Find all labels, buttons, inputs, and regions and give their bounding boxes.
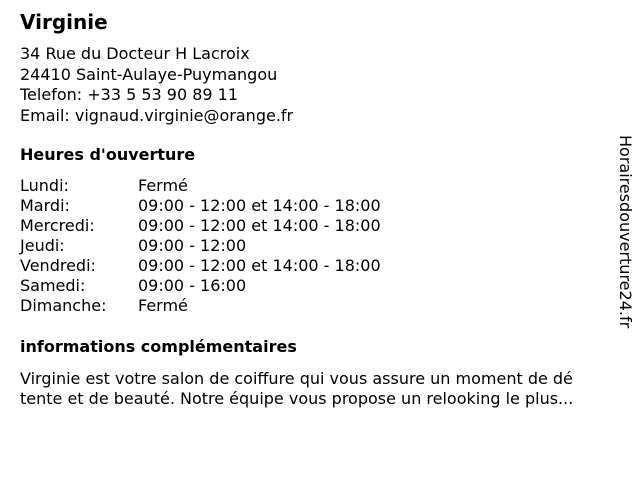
day-hours: Fermé xyxy=(138,296,188,315)
day-label: Mercredi: xyxy=(20,216,95,235)
day-label: Samedi: xyxy=(20,276,86,295)
hours-row-thursday xyxy=(20,236,620,256)
description-line: tente et de beauté. Notre équipe vous propose un relooking le plus... xyxy=(20,389,574,408)
day-label: Mardi: xyxy=(20,196,70,215)
hours-row-sunday xyxy=(20,296,620,316)
day-hours: 09:00 - 12:00 et 14:00 - 18:00 xyxy=(138,256,381,275)
site-watermark: Horairesdouverture24.fr xyxy=(616,135,635,329)
business-name: Virginie xyxy=(20,10,108,34)
email-address[interactable]: Email: vignaud.virginie@orange.fr xyxy=(20,105,294,125)
day-label: Dimanche: xyxy=(20,296,107,315)
hours-row-monday xyxy=(20,176,620,196)
hours-row-wednesday xyxy=(20,216,620,236)
day-hours: 09:00 - 16:00 xyxy=(138,276,247,295)
hours-row-friday xyxy=(20,256,620,276)
city-postal: 24410 Saint-Aulaye-Puymangou xyxy=(20,64,278,84)
info-description xyxy=(20,369,620,409)
street-address: 34 Rue du Docteur H Lacroix xyxy=(20,44,250,63)
day-hours: 09:00 - 12:00 xyxy=(138,236,247,255)
day-hours: Fermé xyxy=(138,176,188,195)
hours-row-tuesday xyxy=(20,196,620,216)
description-line: Virginie est votre salon de coiffure qui vous assure un moment de dé xyxy=(20,369,573,388)
info-heading: informations complémentaires xyxy=(20,337,297,356)
business-card xyxy=(20,10,620,409)
hours-table xyxy=(20,176,620,316)
hours-row-saturday xyxy=(20,276,620,296)
day-label: Jeudi: xyxy=(20,236,65,255)
day-hours: 09:00 - 12:00 et 14:00 - 18:00 xyxy=(138,196,381,215)
day-hours: 09:00 - 12:00 et 14:00 - 18:00 xyxy=(138,216,381,235)
phone-number[interactable]: Telefon: +33 5 53 90 89 11 xyxy=(20,85,239,104)
day-label: Lundi: xyxy=(20,176,69,195)
hours-heading: Heures d'ouverture xyxy=(20,145,196,164)
day-label: Vendredi: xyxy=(20,256,96,275)
address-block xyxy=(20,44,620,126)
